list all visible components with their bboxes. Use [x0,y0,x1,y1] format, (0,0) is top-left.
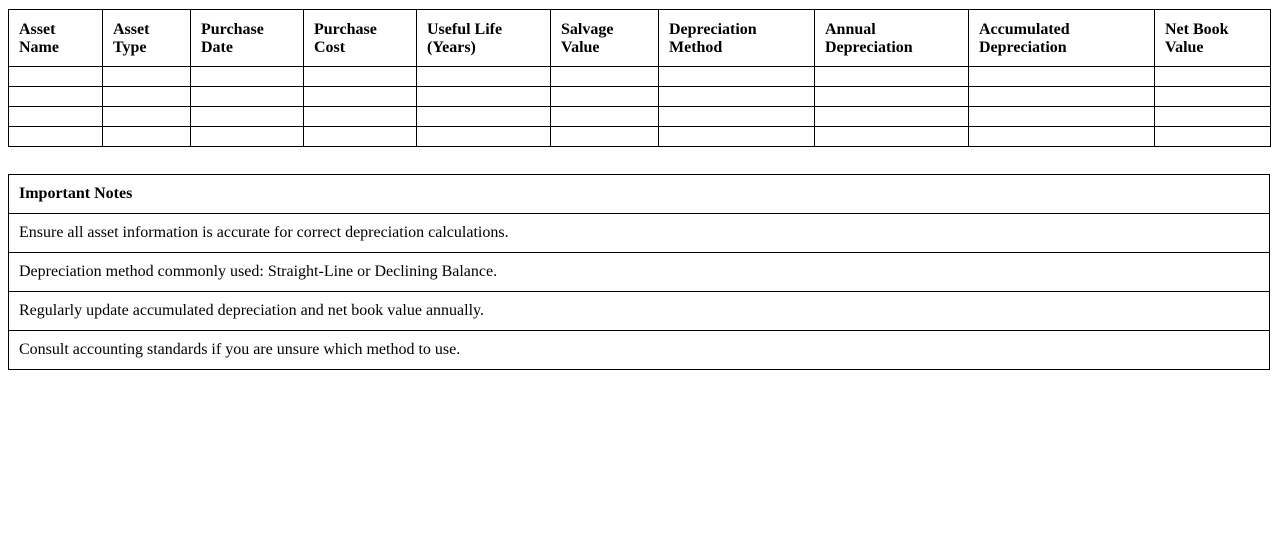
column-header-asset-type [103,10,191,67]
table-cell[interactable] [417,87,551,107]
table-cell[interactable] [551,107,659,127]
table-cell[interactable] [551,127,659,147]
table-cell[interactable] [659,87,815,107]
notes-title-row [9,175,1270,214]
table-cell[interactable] [815,67,969,87]
column-header-line: Asset [19,20,56,38]
table-cell[interactable] [969,67,1155,87]
table-cell[interactable] [1155,107,1271,127]
column-header-line: Type [113,38,147,56]
column-header-line: Salvage [561,20,614,38]
column-header-line: Accumulated [979,20,1070,38]
table-cell[interactable] [1155,67,1271,87]
asset-depreciation-table [8,9,1271,147]
table-row [9,87,1271,107]
column-header-annual-depreciation [815,10,969,67]
column-header-useful-life [417,10,551,67]
column-header-net-book-value [1155,10,1271,67]
table-cell[interactable] [191,107,304,127]
note-text: Ensure all asset information is accurate for correct depreciation calculations. [9,214,1270,253]
table-cell[interactable] [304,87,417,107]
note-row [9,214,1270,253]
column-header-line: Annual [825,20,876,38]
table-cell[interactable] [417,67,551,87]
table-cell[interactable] [551,67,659,87]
table-cell[interactable] [969,87,1155,107]
table-cell[interactable] [1155,87,1271,107]
table-cell[interactable] [304,67,417,87]
column-header-purchase-date [191,10,304,67]
table-cell[interactable] [969,107,1155,127]
table-cell[interactable] [191,67,304,87]
column-header-line: Value [1165,38,1204,56]
column-header-asset-name [9,10,103,67]
table-cell[interactable] [417,107,551,127]
table-cell[interactable] [815,107,969,127]
table-cell[interactable] [551,87,659,107]
column-header-line: Net Book [1165,20,1229,38]
note-row [9,253,1270,292]
column-header-line: Asset [113,20,150,38]
table-cell[interactable] [191,127,304,147]
column-header-line: Cost [314,38,346,56]
note-row [9,292,1270,331]
table-row [9,107,1271,127]
table-cell[interactable] [191,87,304,107]
table-cell[interactable] [969,127,1155,147]
table-cell[interactable] [304,107,417,127]
column-header-line: Purchase [314,20,377,38]
table-cell[interactable] [815,87,969,107]
table-cell[interactable] [304,127,417,147]
note-text: Depreciation method commonly used: Straight-Line or Declining Balance. [9,253,1270,292]
table-cell[interactable] [417,127,551,147]
column-header-line: Name [19,38,59,56]
table-cell[interactable] [103,67,191,87]
column-header-line: Depreciation [979,38,1067,56]
table-cell[interactable] [9,107,103,127]
table-cell[interactable] [1155,127,1271,147]
table-cell[interactable] [103,127,191,147]
column-header-line: Depreciation [825,38,913,56]
column-header-line: Useful Life [427,20,503,38]
column-header-line: (Years) [427,38,476,56]
column-header-purchase-cost [304,10,417,67]
column-header-salvage-value [551,10,659,67]
table-cell[interactable] [815,127,969,147]
column-header-accumulated-depreciation [969,10,1155,67]
notes-title: Important Notes [9,175,1270,214]
table-cell[interactable] [659,127,815,147]
column-header-line: Purchase [201,20,264,38]
table-cell[interactable] [9,87,103,107]
table-cell[interactable] [103,87,191,107]
note-row [9,331,1270,370]
table-row [9,67,1271,87]
table-row [9,127,1271,147]
column-header-line: Depreciation [669,20,757,38]
table-cell[interactable] [9,127,103,147]
table-header-row [9,10,1271,67]
table-cell[interactable] [9,67,103,87]
note-text: Consult accounting standards if you are unsure which method to use. [9,331,1270,370]
column-header-line: Date [201,38,233,56]
table-cell[interactable] [659,107,815,127]
table-cell[interactable] [659,67,815,87]
column-header-line: Value [561,38,600,56]
note-text: Regularly update accumulated depreciation and net book value annually. [9,292,1270,331]
column-header-depreciation-method [659,10,815,67]
important-notes-table [8,174,1270,370]
column-header-line: Method [669,38,723,56]
table-cell[interactable] [103,107,191,127]
